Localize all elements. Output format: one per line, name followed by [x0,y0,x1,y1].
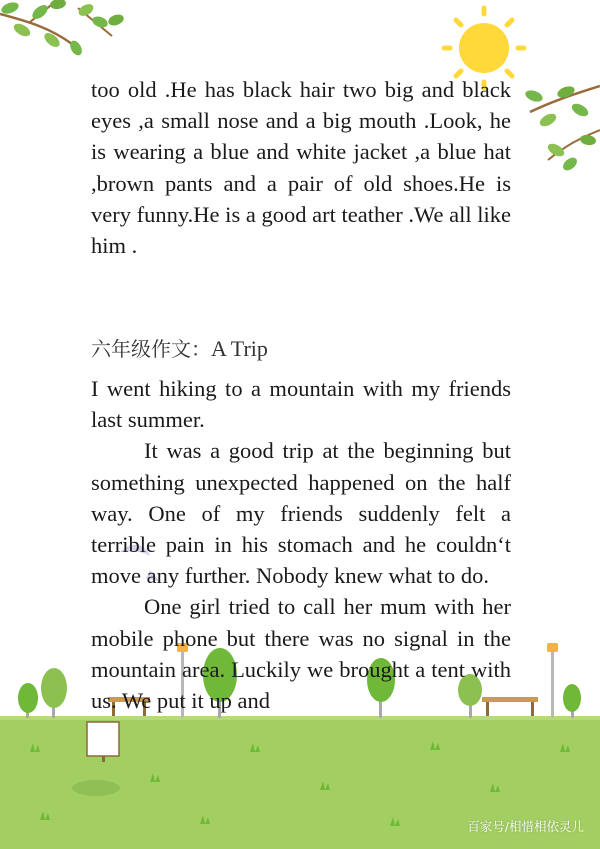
essay-paragraph: I went hiking to a mountain with my friends last summer. [91,376,511,433]
essay-paragraph: One girl tried to call her mum with her mobile phone but there was no signal in the mountain area. Luckily we brought a tent with us. We put it up and [91,594,511,714]
essay-body [91,373,511,716]
branch-top-left-icon [0,0,125,57]
essay-title-cn: 六年级作文： [91,337,211,361]
essay-title-en: A Trip [211,336,268,361]
essay-paragraph: It was a good trip at the beginning but something unexpected happened on the half way. One of my friends suddenly felt a terrible pain in his stomach and he couldn‘t move any further. Nobody knew what to do. [91,438,511,589]
path-spot [72,780,120,796]
intro-paragraph [91,74,511,261]
intro-text: too old .He has black hair two big and black eyes ,a small nose and a big mouth .Look, he is wearing a blue and white jacket ,a blue hat ,brown pants and a pair of old shoes.He is very funny.He is a good art teather .We all like him . [91,77,511,259]
sign-icon [87,722,119,762]
branch-right-icon [524,84,600,173]
watermark: 百家号/相惜相依灵儿 [467,819,584,834]
essay-title [91,333,511,365]
